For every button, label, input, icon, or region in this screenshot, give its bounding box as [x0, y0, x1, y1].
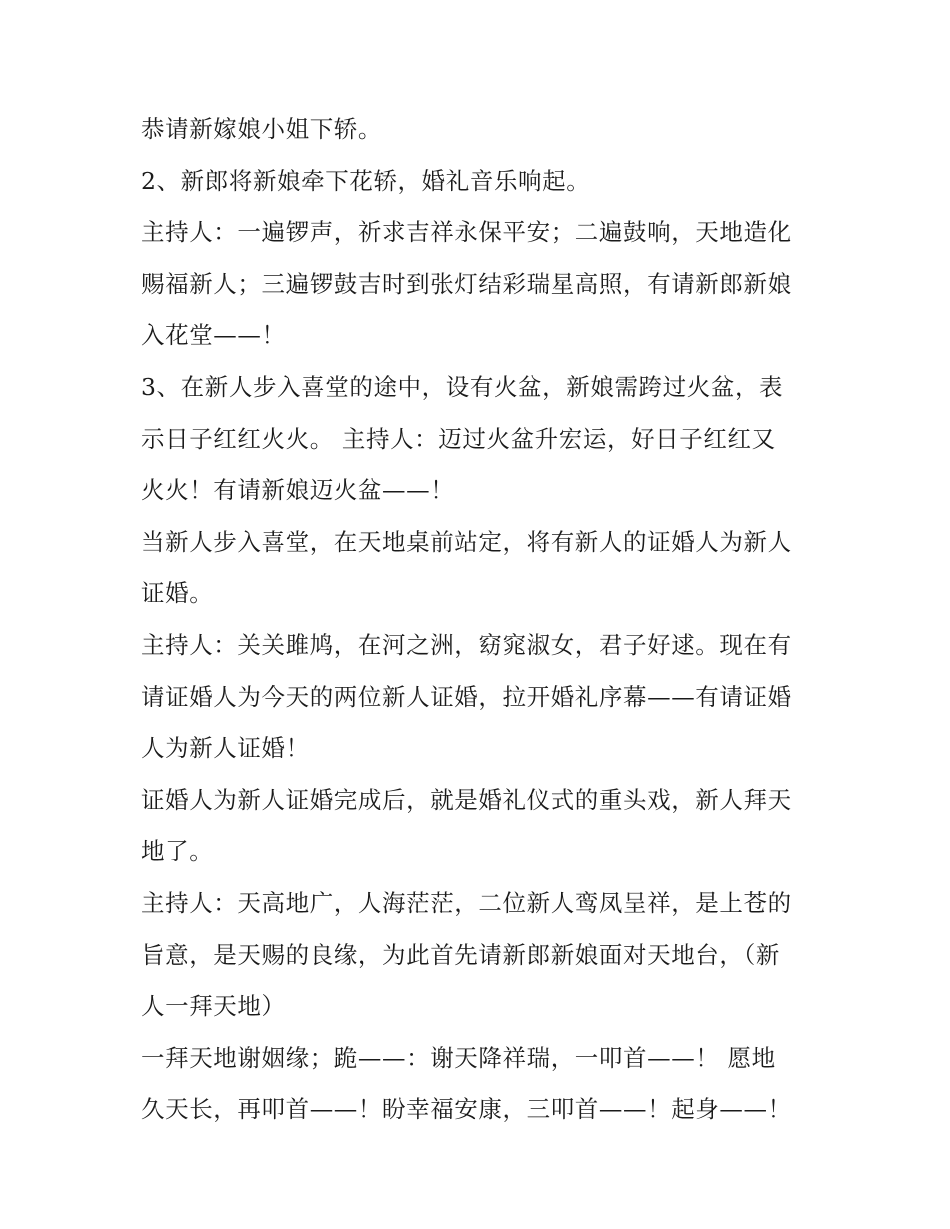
text-line: 恭请新嫁娘小姐下轿。 — [141, 115, 382, 143]
text-line: 2、新郎将新娘牵下花轿，婚礼音乐响起。 — [141, 166, 591, 195]
text-line: 示日子红红火火。 主持人：迈过火盆升宏运，好日子红红又 — [141, 424, 776, 453]
text-line: 入花堂——！ — [141, 321, 286, 350]
text-line: 旨意，是天赐的良缘，为此首先请新郎新娘面对天地台，（新 — [141, 940, 780, 969]
text-line: 一拜天地谢姻缘；跪——：谢天降祥瑞，一叩首——！ 愿地 — [141, 1043, 776, 1072]
text-line: 3、在新人步入喜堂的途中，设有火盆，新娘需跨过火盆，表 — [141, 372, 784, 401]
text-line: 久天长，再叩首——！盼幸福安康，三叩首——！起身——！ — [141, 1095, 792, 1124]
text-line: 人为新人证婚！ — [141, 734, 310, 763]
text-line: 当新人步入喜堂，在天地桌前站定，将有新人的证婚人为新人 — [141, 527, 792, 556]
text-line: 赐福新人；三遍锣鼓吉时到张灯结彩瑞星高照，有请新郎新娘 — [141, 269, 792, 298]
text-line: 火火！有请新娘迈火盆——！ — [141, 476, 455, 505]
text-line: 主持人：一遍锣声，祈求吉祥永保平安；二遍鼓响，天地造化 — [141, 218, 792, 247]
text-line: 主持人：天高地广，人海茫茫，二位新人鸾凤呈祥，是上苍的 — [141, 888, 792, 917]
text-line: 主持人：关关雎鸠，在河之洲，窈窕淑女，君子好逑。现在有 — [141, 630, 792, 659]
document-body — [141, 104, 821, 1136]
text-line: 证婚人为新人证婚完成后，就是婚礼仪式的重头戏，新人拜天 — [141, 785, 792, 814]
text-line: 地了。 — [141, 837, 214, 866]
text-line: 人一拜天地） — [141, 992, 286, 1021]
text-line: 证婚。 — [141, 579, 214, 608]
text-line: 请证婚人为今天的两位新人证婚，拉开婚礼序幕——有请证婚 — [141, 682, 792, 711]
